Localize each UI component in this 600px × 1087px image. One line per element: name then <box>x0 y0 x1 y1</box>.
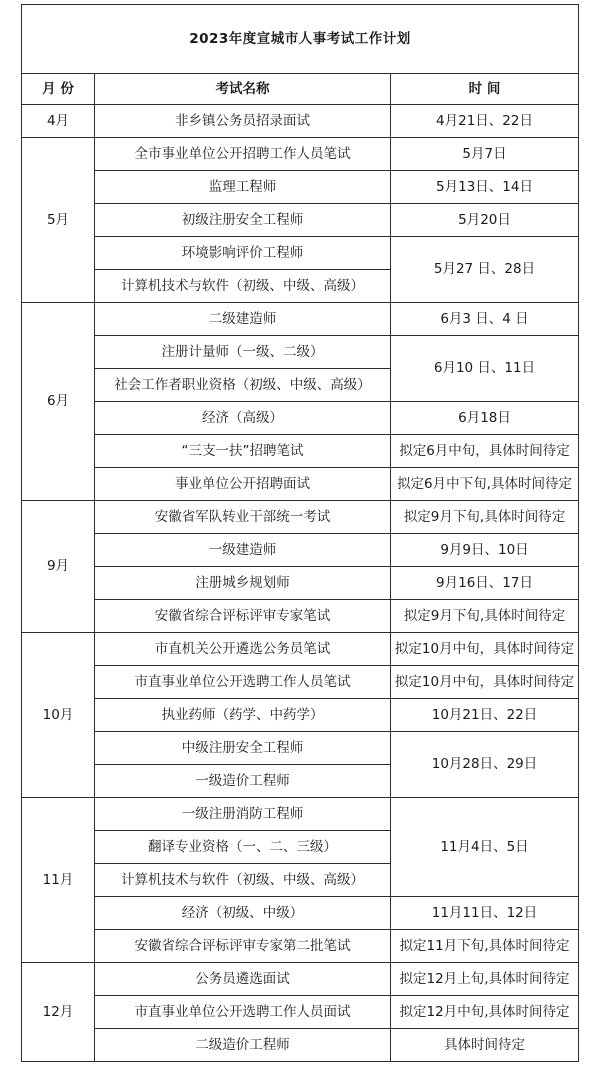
time-cell: 10月21日、22日 <box>391 699 579 732</box>
table-row <box>22 336 579 369</box>
table-row <box>22 567 579 600</box>
table-row <box>22 633 579 666</box>
time-cell: 拟定10月中旬，具体时间待定 <box>391 666 579 699</box>
table-row <box>22 963 579 996</box>
time-cell: 拟定9月下旬,具体时间待定 <box>391 600 579 633</box>
time-cell: 6月3 日、4 日 <box>391 303 579 336</box>
table-row <box>22 897 579 930</box>
month-cell: 5月 <box>22 138 95 303</box>
month-cell: 11月 <box>22 798 95 963</box>
time-cell: 拟定9月下旬,具体时间待定 <box>391 501 579 534</box>
time-cell: 9月9日、10日 <box>391 534 579 567</box>
exam-name-cell: 一级造价工程师 <box>95 765 391 798</box>
exam-name-cell: 注册计量师（一级、二级） <box>95 336 391 369</box>
table-row <box>22 204 579 237</box>
exam-name-cell: 注册城乡规划师 <box>95 567 391 600</box>
time-cell: 拟定11月下旬,具体时间待定 <box>391 930 579 963</box>
time-cell: 拟定12月上旬,具体时间待定 <box>391 963 579 996</box>
table-row <box>22 468 579 501</box>
exam-name-cell: 市直事业单位公开选聘工作人员面试 <box>95 996 391 1029</box>
exam-name-cell: 监理工程师 <box>95 171 391 204</box>
table-row <box>22 303 579 336</box>
table-row <box>22 105 579 138</box>
table-row <box>22 996 579 1029</box>
table-row <box>22 171 579 204</box>
header-time: 时 间 <box>391 74 579 105</box>
time-cell: 10月28日、29日 <box>391 732 579 798</box>
exam-name-cell: 非乡镇公务员招录面试 <box>95 105 391 138</box>
time-cell: 5月20日 <box>391 204 579 237</box>
exam-name-cell: 环境影响评价工程师 <box>95 237 391 270</box>
table-row <box>22 930 579 963</box>
month-cell: 12月 <box>22 963 95 1062</box>
exam-plan-table <box>21 4 579 1062</box>
exam-name-cell: 安徽省综合评标评审专家笔试 <box>95 600 391 633</box>
time-cell: 拟定6月中旬，具体时间待定 <box>391 435 579 468</box>
header-row <box>22 74 579 105</box>
exam-name-cell: “三支一扶”招聘笔试 <box>95 435 391 468</box>
table-title: 2023年度宣城市人事考试工作计划 <box>22 5 579 74</box>
time-cell: 6月18日 <box>391 402 579 435</box>
time-cell: 拟定12月中旬,具体时间待定 <box>391 996 579 1029</box>
time-cell: 5月7日 <box>391 138 579 171</box>
exam-name-cell: 事业单位公开招聘面试 <box>95 468 391 501</box>
table-row <box>22 237 579 270</box>
month-cell: 6月 <box>22 303 95 501</box>
month-cell: 9月 <box>22 501 95 633</box>
time-cell: 具体时间待定 <box>391 1029 579 1062</box>
time-cell: 11月4日、5日 <box>391 798 579 897</box>
exam-name-cell: 翻译专业资格（一、二、三级） <box>95 831 391 864</box>
time-cell: 5月27 日、28日 <box>391 237 579 303</box>
header-exam-name: 考试名称 <box>95 74 391 105</box>
exam-name-cell: 执业药师（药学、中药学） <box>95 699 391 732</box>
table-row <box>22 699 579 732</box>
time-cell: 11月11日、12日 <box>391 897 579 930</box>
exam-name-cell: 社会工作者职业资格（初级、中级、高级） <box>95 369 391 402</box>
time-cell: 5月13日、14日 <box>391 171 579 204</box>
month-cell: 10月 <box>22 633 95 798</box>
exam-name-cell: 安徽省军队转业干部统一考试 <box>95 501 391 534</box>
table-row <box>22 732 579 765</box>
exam-name-cell: 公务员遴选面试 <box>95 963 391 996</box>
exam-name-cell: 初级注册安全工程师 <box>95 204 391 237</box>
header-month: 月 份 <box>22 74 95 105</box>
exam-name-cell: 二级建造师 <box>95 303 391 336</box>
exam-name-cell: 全市事业单位公开招聘工作人员笔试 <box>95 138 391 171</box>
table-row <box>22 798 579 831</box>
table-row <box>22 534 579 567</box>
exam-name-cell: 市直机关公开遴选公务员笔试 <box>95 633 391 666</box>
month-cell: 4月 <box>22 105 95 138</box>
table-row <box>22 501 579 534</box>
exam-name-cell: 一级建造师 <box>95 534 391 567</box>
time-cell: 9月16日、17日 <box>391 567 579 600</box>
table-row <box>22 1029 579 1062</box>
table-row <box>22 600 579 633</box>
exam-name-cell: 计算机技术与软件（初级、中级、高级） <box>95 270 391 303</box>
time-cell: 6月10 日、11日 <box>391 336 579 402</box>
time-cell: 拟定6月中下旬,具体时间待定 <box>391 468 579 501</box>
table-row <box>22 138 579 171</box>
time-cell: 拟定10月中旬，具体时间待定 <box>391 633 579 666</box>
exam-name-cell: 经济（初级、中级） <box>95 897 391 930</box>
exam-name-cell: 市直事业单位公开选聘工作人员笔试 <box>95 666 391 699</box>
table-row <box>22 666 579 699</box>
table-row <box>22 402 579 435</box>
exam-name-cell: 二级造价工程师 <box>95 1029 391 1062</box>
time-cell: 4月21日、22日 <box>391 105 579 138</box>
exam-name-cell: 中级注册安全工程师 <box>95 732 391 765</box>
exam-name-cell: 一级注册消防工程师 <box>95 798 391 831</box>
exam-name-cell: 经济（高级） <box>95 402 391 435</box>
table-row <box>22 435 579 468</box>
exam-name-cell: 计算机技术与软件（初级、中级、高级） <box>95 864 391 897</box>
exam-name-cell: 安徽省综合评标评审专家第二批笔试 <box>95 930 391 963</box>
